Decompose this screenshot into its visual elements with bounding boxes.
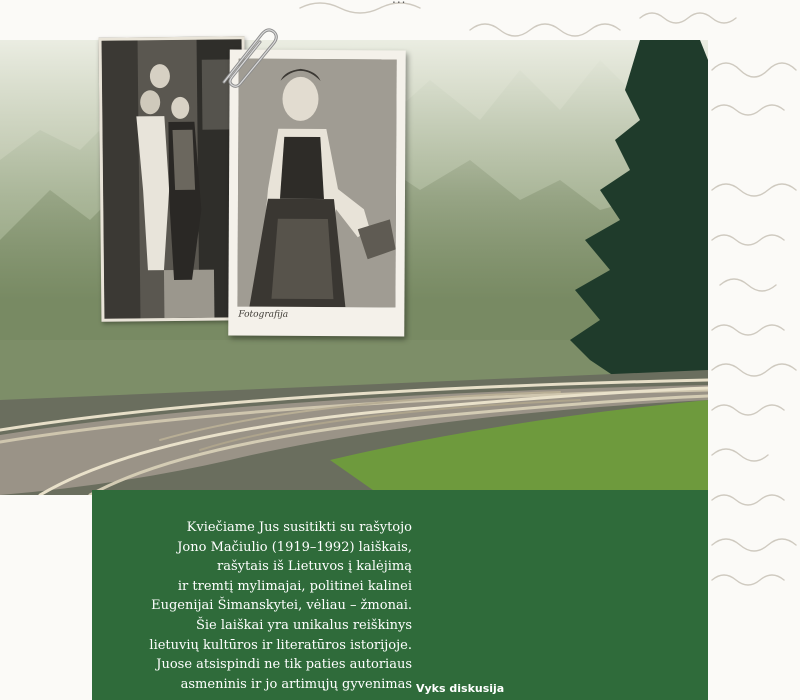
intro-line: Eugenijai Šimanskytei, vėliau – žmonai. — [151, 598, 412, 614]
intro-paragraph — [110, 518, 412, 694]
intro-line: Jono Mačiulio (1919–1992) laiškais, — [177, 539, 412, 555]
intro-line: asmeninis ir jo artimųjų gyvenimas — [180, 676, 412, 692]
intro-line: Juose atsispindi ne tik paties autoriaus — [156, 657, 412, 673]
intro-line: rašytais iš Lietuvos į kalėjimą — [217, 559, 412, 575]
paperclip-icon — [212, 22, 282, 92]
intro-line: Šie laiškai yra unikalus reiškinys — [195, 617, 412, 633]
intro-line: ir tremtį mylimajai, politinei kalinei — [177, 578, 412, 594]
top-text-fragment — [392, 0, 406, 6]
discussion-label: Vyks diskusija — [416, 682, 505, 695]
intro-line: lietuvių kultūros ir literatūros istorijoje. — [149, 637, 412, 653]
photo-signature: Fotografija — [238, 309, 289, 320]
intro-line: Kviečiame Jus susitikti su rašytojo — [186, 520, 412, 535]
vintage-portrait-photo — [228, 50, 405, 337]
